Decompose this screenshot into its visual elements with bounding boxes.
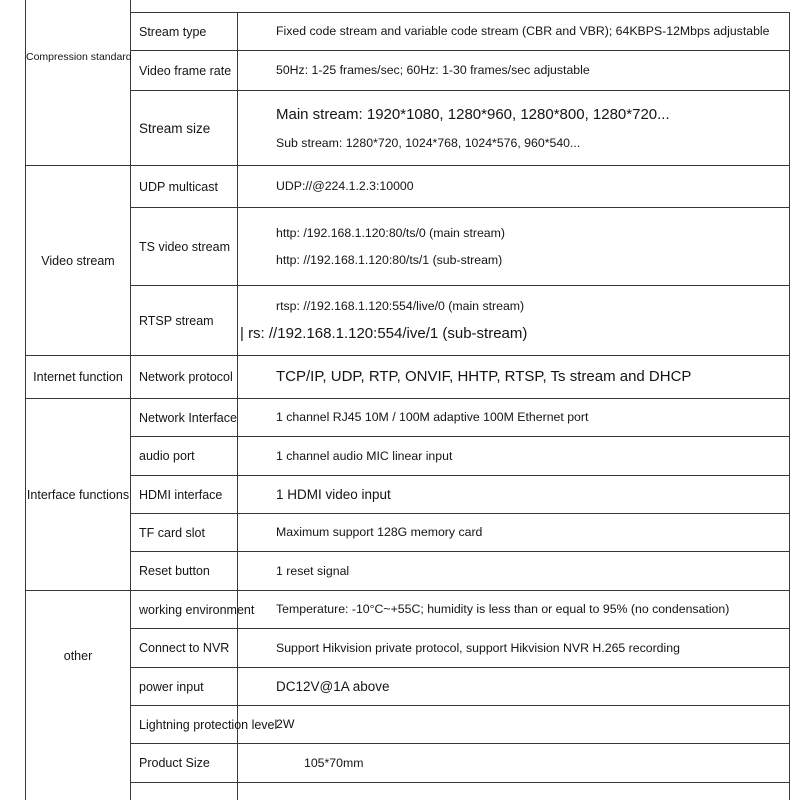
value-line: 50Hz: 1-25 frames/sec; 60Hz: 1-30 frames/sec adjustable: [276, 63, 590, 78]
value-cell: [238, 591, 790, 629]
table-row: [26, 437, 790, 476]
category-cell: Interface functions: [26, 399, 131, 591]
value-line: 1 channel audio MIC linear input: [276, 448, 453, 463]
table-row: [26, 552, 790, 591]
value-line: Temperature: -10°C~+55C; humidity is less than or equal to 95% (no condensation): [276, 602, 730, 617]
param-cell: Lightning protection level: [131, 706, 238, 744]
value-cell: [238, 437, 790, 476]
value-line: UDP://@224.1.2.3:10000: [276, 179, 414, 194]
param-cell: Network protocol: [131, 356, 238, 399]
param-cell: working environment: [131, 591, 238, 629]
value-cell: [238, 552, 790, 591]
value-line: 2W: [276, 717, 295, 732]
table-row: [26, 514, 790, 552]
category-cell: Video stream: [26, 166, 131, 356]
param-cell: audio port: [131, 437, 238, 476]
category-cell: other: [26, 591, 131, 800]
value-cell: [238, 91, 790, 166]
table-row: [26, 476, 790, 514]
table-row: [26, 51, 790, 91]
value-cell: [238, 166, 790, 208]
value-lines: [276, 226, 789, 266]
param-cell: Video frame rate: [131, 51, 238, 91]
value-cell: [238, 286, 790, 356]
value-cell: [238, 13, 790, 51]
table-row: [26, 668, 790, 706]
value-line: 105*70mm: [304, 755, 364, 770]
param-cell: Stream type: [131, 13, 238, 51]
value-line: 1 channel RJ45 10M / 100M adaptive 100M Ethernet port: [276, 410, 589, 425]
table-row: [26, 399, 790, 437]
table-row: [26, 13, 790, 51]
value-line: Main stream: 1920*1080, 1280*960, 1280*800, 1280*720...: [276, 106, 670, 124]
table-row: [26, 208, 790, 286]
table-row: [26, 166, 790, 208]
param-cell: [131, 783, 238, 800]
value-line: rtsp: //192.168.1.120:554/live/0 (main stream): [276, 298, 525, 313]
param-cell: Reset button: [131, 552, 238, 591]
value-line: | rs: //192.168.1.120:554/ive/1 (sub-stream): [240, 324, 528, 342]
value-line: 1 HDMI video input: [276, 486, 391, 502]
value-line: Sub stream: 1280*720, 1024*768, 1024*576, 960*540...: [276, 135, 581, 150]
value-cell: [238, 668, 790, 706]
param-cell: Network Interface: [131, 399, 238, 437]
value-line: TCP/IP, UDP, RTP, ONVIF, HHTP, RTSP, Ts stream and DHCP: [276, 368, 692, 386]
table-row: [26, 744, 790, 783]
value-line: DC12V@1A above: [276, 678, 390, 694]
value-lines: [276, 106, 789, 149]
value-cell: [238, 356, 790, 399]
value-line: 1 reset signal: [276, 563, 350, 578]
table-row: [26, 286, 790, 356]
value-line: Support Hikvision private protocol, support Hikvision NVR H.265 recording: [276, 640, 680, 655]
value-cell: [238, 629, 790, 668]
value-cell: [238, 706, 790, 744]
param-cell: Stream size: [131, 91, 238, 166]
param-cell: UDP multicast: [131, 166, 238, 208]
value-line: Fixed code stream and variable code stream (CBR and VBR); 64KBPS-12Mbps adjustable: [276, 24, 770, 39]
param-cell: HDMI interface: [131, 476, 238, 514]
param-cell: TF card slot: [131, 514, 238, 552]
param-cell: power input: [131, 668, 238, 706]
value-line: http: /192.168.1.120:80/ts/0 (main stream): [276, 226, 505, 241]
category-cell: Compression standard: [26, 13, 131, 166]
table-row: [26, 591, 790, 629]
table-row: [26, 356, 790, 399]
spec-table: [25, 12, 790, 800]
value-line: Maximum support 128G memory card: [276, 525, 483, 540]
value-cell: [238, 744, 790, 783]
value-cell: [238, 208, 790, 286]
table-row: [26, 629, 790, 668]
param-cell: Connect to NVR: [131, 629, 238, 668]
value-cell: [238, 514, 790, 552]
table-row: [26, 706, 790, 744]
value-cell: [238, 783, 790, 800]
value-line: http: //192.168.1.120:80/ts/1 (sub-stream): [276, 252, 503, 267]
param-cell: RTSP stream: [131, 286, 238, 356]
value-cell: [238, 51, 790, 91]
value-cell: [238, 476, 790, 514]
table-row-partial: [26, 783, 790, 800]
param-cell: Product Size: [131, 744, 238, 783]
table-row: [26, 91, 790, 166]
category-cell: Internet function: [26, 356, 131, 399]
param-cell: TS video stream: [131, 208, 238, 286]
value-cell: [238, 399, 790, 437]
value-lines: [240, 298, 789, 342]
